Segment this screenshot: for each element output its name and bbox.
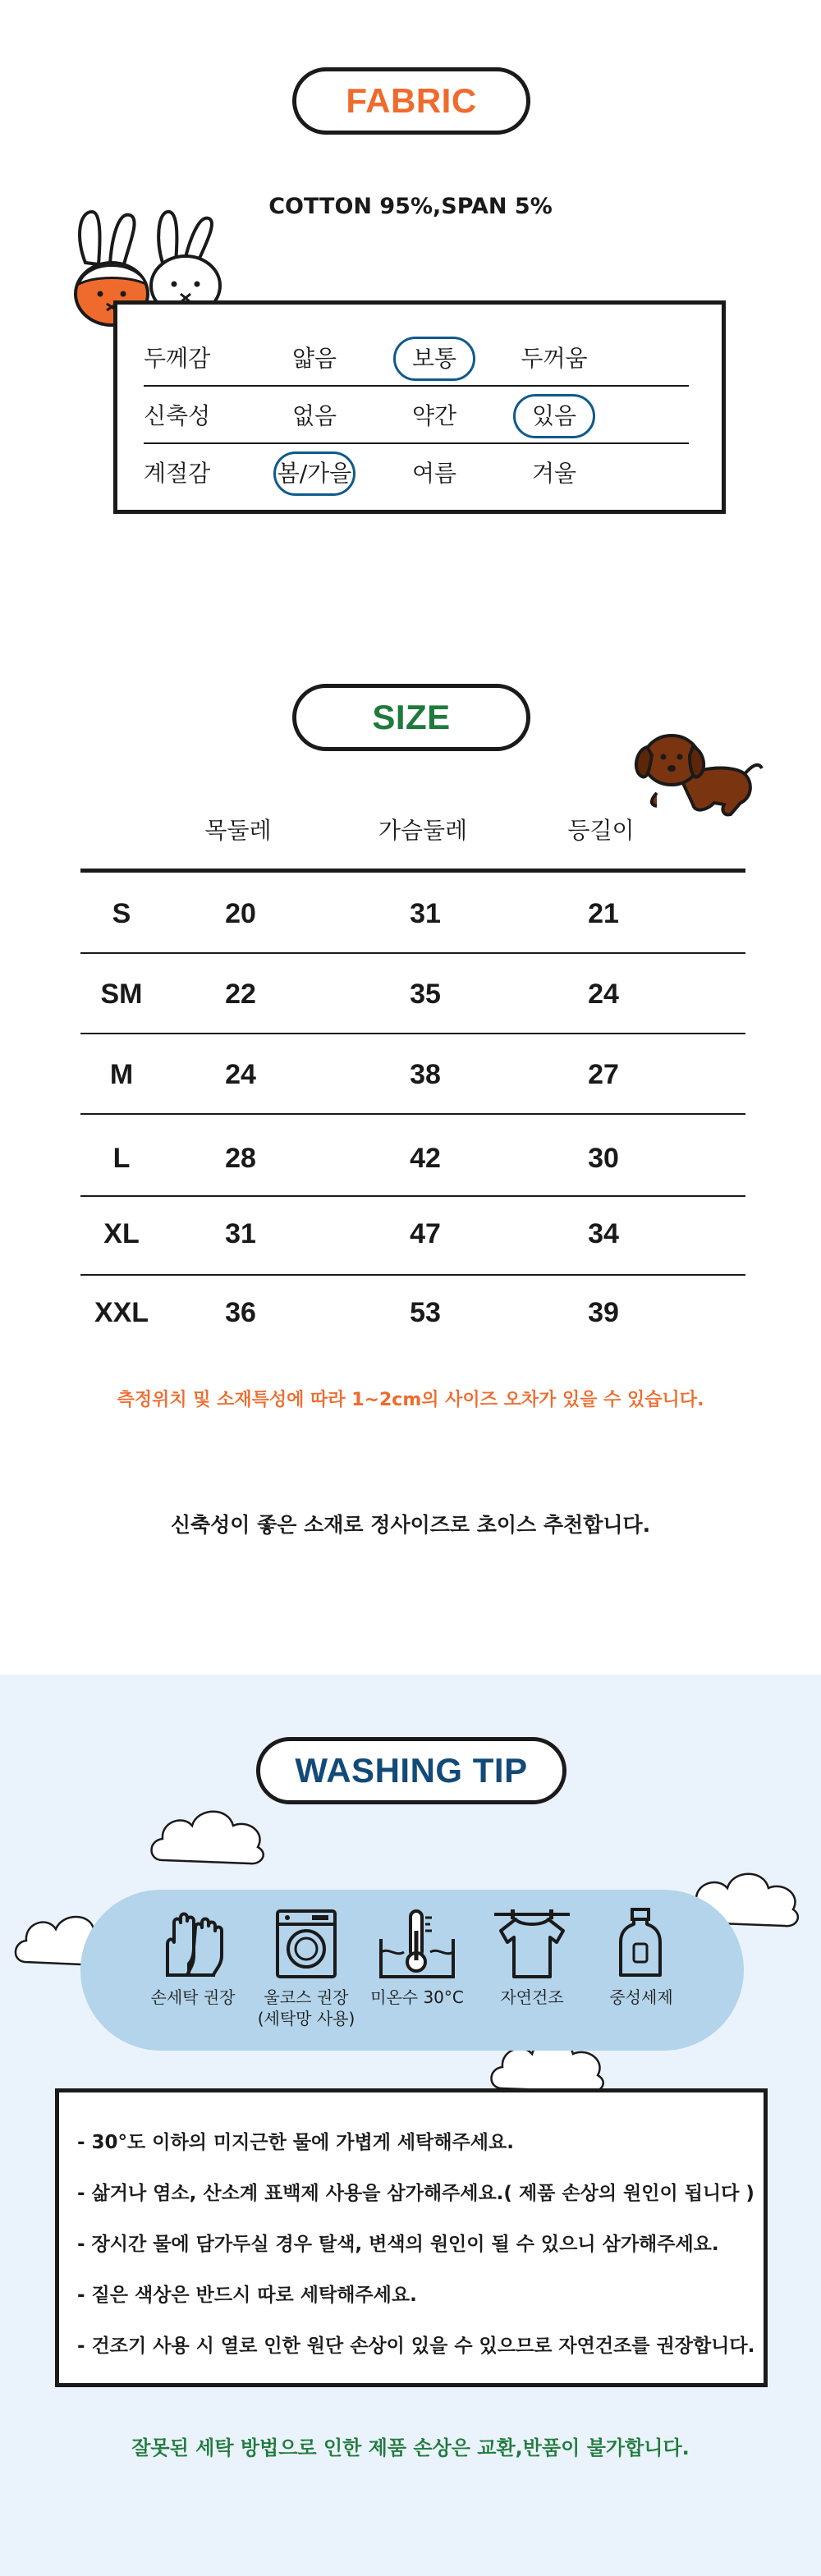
fabric-option: 겨울	[531, 460, 577, 487]
washing-title: WASHING TIP	[256, 1737, 566, 1804]
washing-tip: - 삶거나 염소, 산소계 표백제 사용을 삼가해주세요.( 제품 손상의 원인이 됩니다 )	[77, 2183, 754, 2204]
washing-icon-item	[245, 1906, 368, 2029]
size-label: L	[112, 1143, 131, 1174]
washing-icon-item	[580, 1906, 703, 2008]
washing-icon-item	[131, 1906, 255, 2008]
washing-icon-item	[470, 1906, 594, 2008]
size-label: XL	[103, 1218, 140, 1249]
fabric-row-season	[144, 444, 694, 503]
washing-warning: 잘못된 세탁 방법으로 인한 제품 손상은 교환,반품이 불가합니다.	[131, 2436, 690, 2459]
cloud-icon	[146, 1799, 269, 1870]
dog-illustration	[632, 722, 764, 821]
washing-icon-label-line: (세탁망 사용)	[257, 2009, 355, 2028]
size-row	[80, 954, 745, 1034]
water-temperature-icon	[376, 1906, 458, 1980]
fabric-option: 얇음	[291, 345, 337, 372]
gloves-icon	[156, 1906, 230, 1980]
size-label: S	[112, 898, 131, 929]
size-value: 38	[410, 1059, 441, 1090]
fabric-option-selected: 보통	[411, 345, 457, 372]
size-tolerance-note: 측정위치 및 소재특성에 따라 1~2cm의 사이즈 오차가 있을 수 있습니다.	[117, 1390, 704, 1410]
washing-machine-icon	[269, 1906, 343, 1980]
washing-tip: - 장시간 물에 담가두실 경우 탈색, 변색의 원인이 될 수 있으니 삼가해주세요.	[77, 2234, 719, 2255]
size-value: 31	[410, 898, 441, 929]
fabric-row-label: 계절감	[144, 460, 211, 487]
size-row	[80, 1118, 745, 1199]
size-value: 21	[588, 898, 619, 929]
size-value: 30	[588, 1143, 619, 1174]
fabric-properties-table	[113, 300, 726, 514]
size-label: XXL	[94, 1297, 149, 1328]
size-row	[80, 873, 745, 954]
size-value: 42	[410, 1143, 441, 1174]
size-recommendation: 신축성이 좋은 소재로 정사이즈로 초이스 추천합니다.	[170, 1513, 651, 1537]
washing-icon-label: 손세탁 권장	[150, 1987, 236, 2007]
fabric-option-selected: 봄/가을	[277, 460, 352, 487]
washing-icon-label: 중성세제	[609, 1987, 673, 2007]
size-header-chest: 가슴둘레	[378, 817, 468, 844]
fabric-row-stretch	[144, 387, 694, 446]
selected-ring	[513, 394, 595, 438]
detergent-icon	[604, 1906, 678, 1980]
fabric-row-label: 두께감	[144, 345, 211, 372]
size-header-neck: 목둘레	[204, 817, 272, 844]
size-table-top-rule	[80, 869, 745, 873]
size-header-back-length: 등길이	[567, 817, 635, 844]
size-row	[80, 1034, 745, 1115]
fabric-row-thickness	[144, 329, 694, 388]
size-title: SIZE	[292, 684, 530, 751]
washing-tip: - 짙은 색상은 반드시 따로 세탁해주세요.	[77, 2285, 417, 2306]
size-value: 31	[225, 1218, 256, 1249]
fabric-option: 없음	[291, 402, 337, 429]
washing-icon-label: 미온수 30°C	[370, 1987, 464, 2007]
selected-ring	[273, 451, 355, 496]
fabric-title: FABRIC	[292, 67, 530, 135]
washing-icon-label: 자연건조	[500, 1987, 564, 2007]
size-value: 22	[225, 979, 256, 1010]
washing-icon-label	[245, 1987, 368, 2029]
size-label: SM	[100, 979, 143, 1010]
size-value: 35	[410, 979, 441, 1010]
divider	[80, 1113, 745, 1115]
size-value: 24	[225, 1059, 256, 1090]
air-dry-icon	[491, 1906, 573, 1980]
washing-icon-label-line: 울코스 권장	[264, 1987, 349, 2007]
washing-tip: - 30°도 이하의 미지근한 물에 가볍게 세탁해주세요.	[77, 2132, 514, 2153]
size-value: 24	[588, 979, 619, 1010]
size-label: M	[109, 1059, 134, 1090]
size-value: 28	[225, 1143, 256, 1174]
size-value: 47	[410, 1218, 441, 1249]
size-value: 53	[410, 1297, 441, 1328]
size-row	[80, 1194, 745, 1274]
washing-icons-bar	[80, 1890, 744, 2051]
washing-icon-item	[355, 1906, 479, 2008]
size-value: 20	[225, 898, 256, 929]
fabric-option-selected: 있음	[531, 402, 577, 429]
fabric-composition: COTTON 95%,SPAN 5%	[268, 194, 553, 219]
size-value: 36	[225, 1297, 256, 1328]
washing-tips-box	[55, 2088, 768, 2387]
size-value: 39	[588, 1297, 619, 1328]
fabric-option: 여름	[411, 460, 457, 487]
selected-ring	[393, 337, 475, 381]
size-row	[80, 1272, 745, 1353]
washing-tip: - 건조기 사용 시 열로 인한 원단 손상이 있을 수 있으므로 자연건조를 권장합니다.	[77, 2335, 755, 2357]
size-value: 34	[588, 1218, 619, 1249]
fabric-row-label: 신축성	[144, 402, 211, 429]
fabric-option: 약간	[411, 402, 457, 429]
fabric-option: 두꺼움	[521, 345, 588, 372]
size-value: 27	[588, 1059, 619, 1090]
